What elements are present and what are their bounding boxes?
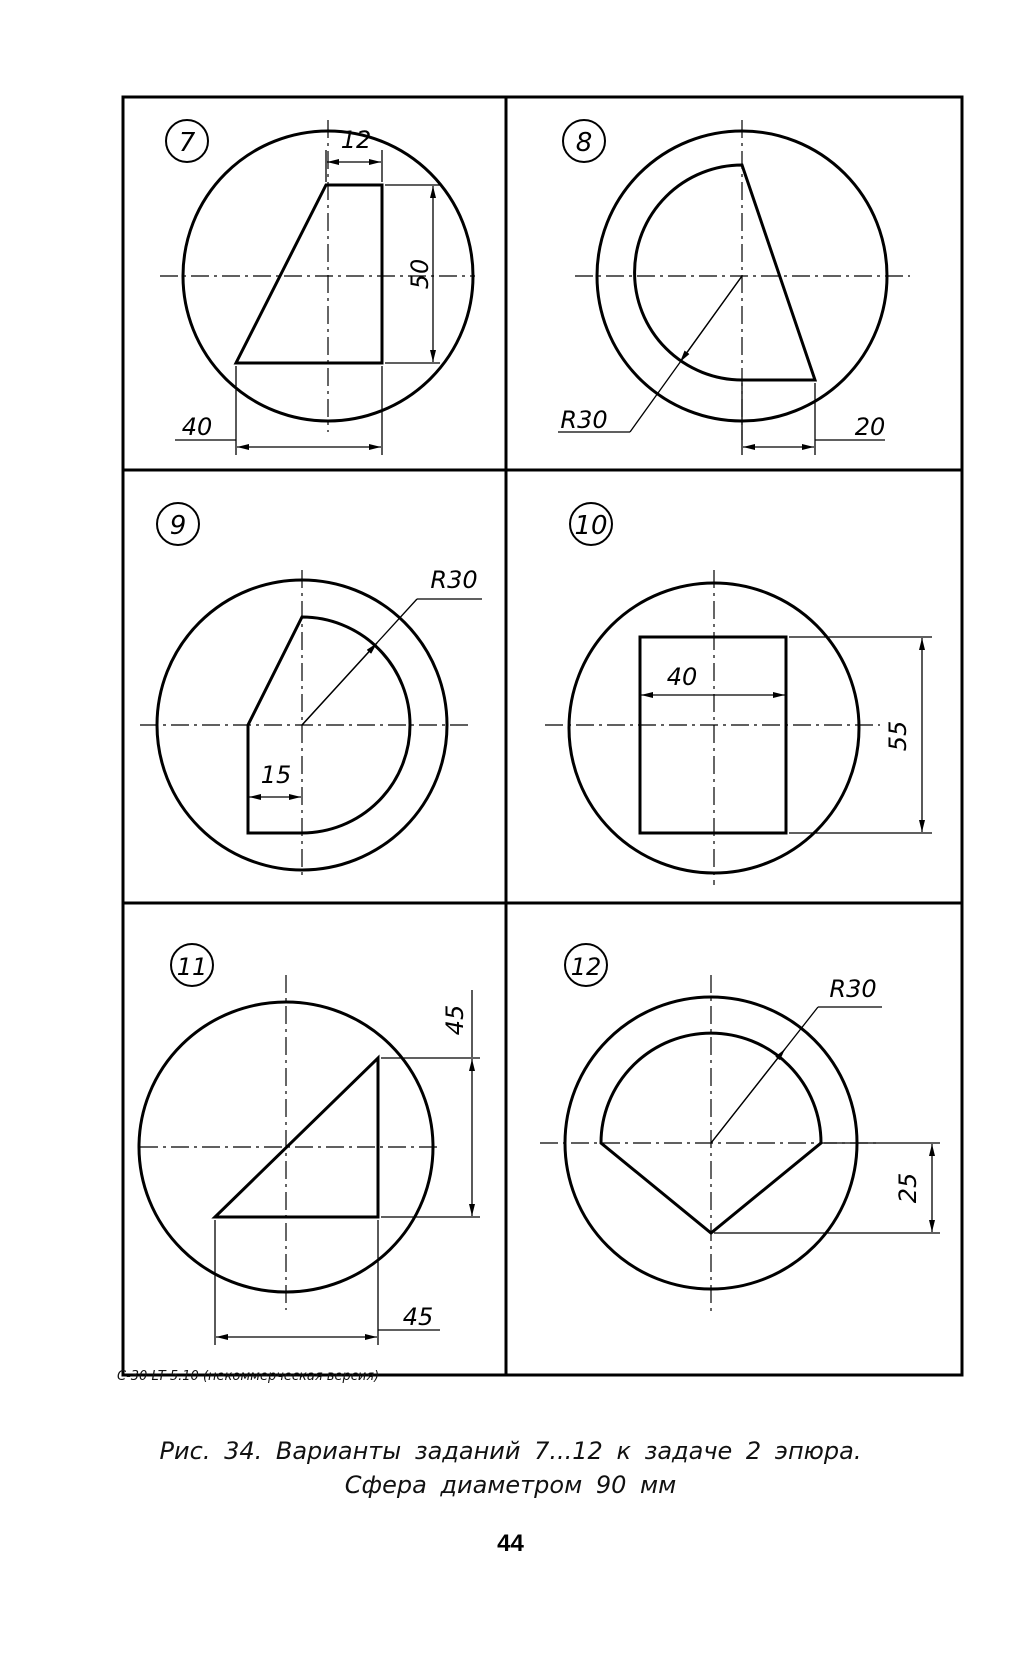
dimension-label: 45: [441, 1004, 469, 1036]
section-figure: [236, 185, 382, 363]
figure-caption-line-1: Рис. 34. Варианты заданий 7...12 к задаче 2 эпюра.: [159, 1437, 862, 1465]
center-lines: [540, 975, 880, 1315]
panel-8: [558, 120, 910, 455]
dimension-lines: [175, 150, 440, 455]
panel-number: 8: [575, 128, 593, 158]
page-number: 44: [497, 1530, 524, 1557]
dimension-label: R30: [829, 975, 877, 1003]
panel-10: [545, 503, 932, 885]
dimension-label: 25: [894, 1172, 922, 1204]
dimension-label: 20: [854, 413, 886, 441]
panel-number: 10: [574, 511, 608, 541]
panel-12: [540, 944, 940, 1315]
dimension-label: 12: [340, 126, 372, 154]
figure-caption-line-2: Сфера диаметром 90 мм: [344, 1471, 677, 1499]
dimension-label: R30: [430, 566, 478, 594]
panel-7: [160, 120, 475, 455]
section-figure: [640, 637, 786, 833]
panel-11: [139, 944, 480, 1345]
dimension-label: 40: [181, 413, 213, 441]
dimension-label: 55: [884, 720, 912, 752]
panel-number: 7: [178, 128, 196, 158]
section-figure: [215, 1058, 378, 1217]
dimension-label: 40: [666, 663, 698, 691]
dimension-label: R30: [560, 406, 608, 434]
panel-number: 11: [176, 953, 208, 981]
section-figure: [635, 165, 815, 380]
dimension-label: 45: [402, 1303, 434, 1331]
watermark-text: С-30 LT 5.10 (некоммерческая версия): [117, 1369, 380, 1384]
dimension-label: 15: [260, 761, 292, 789]
dimension-label: 50: [406, 258, 434, 290]
panel-number: 9: [169, 511, 187, 541]
dimension-lines: [215, 990, 480, 1345]
center-lines: [545, 570, 880, 885]
panel-number: 12: [570, 953, 602, 981]
panel-9: [140, 503, 482, 880]
